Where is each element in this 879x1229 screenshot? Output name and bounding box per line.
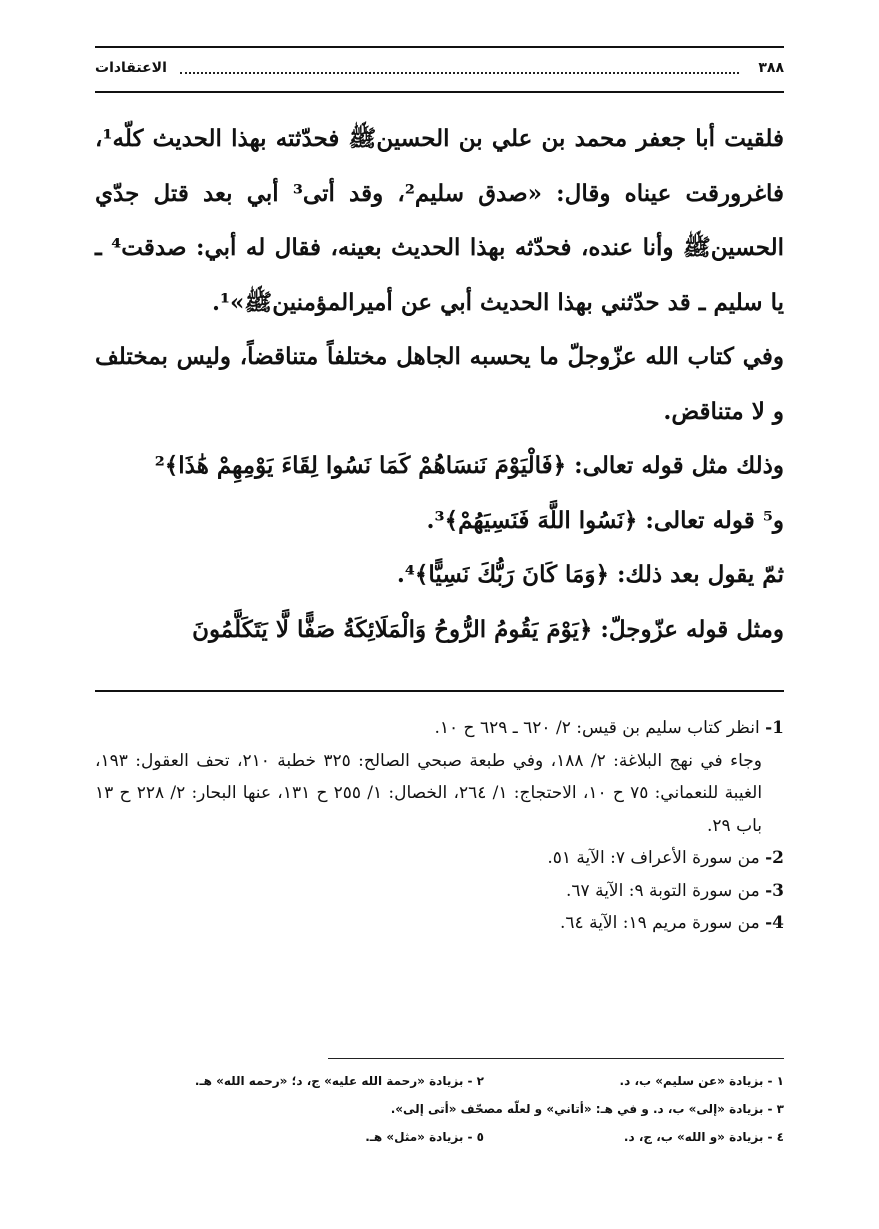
footnote-number: 4- [765, 913, 784, 933]
footnote-item [95, 712, 784, 745]
variant-note: ٢ - بزيادة «رحمة الله عليه» ج، د؛ «رحمه الله» هـ. [194, 1074, 484, 1088]
variant-note: ١ - بزيادة «عن سليم» ب، د. [619, 1074, 784, 1088]
variant-note: ٣ - بزيادة «إلى» ب، د. و في هـ: «أتاني» و لعلّه مصحّف «أتى إلى». [390, 1102, 784, 1116]
variant-note-row [95, 1096, 784, 1124]
variant-notes [95, 1068, 784, 1152]
variant-note: ٤ - بزيادة «و الله» ب، ج، د. [623, 1130, 784, 1144]
running-header [95, 60, 784, 82]
footnote-number: 3- [765, 880, 784, 901]
footnote-item [95, 842, 784, 875]
footnote-item [95, 907, 784, 940]
footnote-item [95, 875, 784, 908]
running-title: الاعتقادات [95, 60, 167, 76]
variant-note-row [95, 1068, 784, 1096]
header-bottom-rule [95, 91, 784, 93]
header-top-rule [95, 46, 784, 48]
footnote-continuation [95, 745, 784, 843]
variant-note: ٥ - بزيادة «مثل» هـ. [365, 1130, 484, 1144]
quran-verse-line: و⁵ قوله تعالى: ﴿نَسُوا اللَّهَ فَنَسِيَهُمْ﴾³. [426, 506, 784, 534]
paragraph: وفي كتاب الله عزّوجلّ ما يحسبه الجاهل مختلفاً متناقضاً، وليس بمختلف و لا متناقض. [95, 343, 784, 425]
footnotes [95, 712, 784, 940]
quran-verse-line: وذلك مثل قوله تعالى: ﴿فَالْيَوْمَ نَنسَاهُمْ كَمَا نَسُوا لِقَاءَ يَوْمِهِمْ هَٰذَا﴾² [154, 452, 784, 479]
footnote-number: 1- [765, 718, 784, 738]
quran-verse-line: ومثل قوله عزّوجلّ: ﴿يَوْمَ يَقُومُ الرُّوحُ وَالْمَلَائِكَةُ صَفًّا لَّا يَتَكَلَّمُونَ [192, 615, 784, 643]
footnote-text: من سورة التوبة ٩: الآية ٦٧. [566, 880, 760, 901]
footnote-text: وجاء في نهج البلاغة: ٢/ ١٨٨، وفي طبعة صبحي الصالح: ٣٢٥ خطبة ٢١٠، تحف العقول: ١٩٣، الغيبة للنعماني: ٧٥ ح ١٠، الاحتجاج: ١/ ٢٦٤، الخصال: ١/ ٢٥٥ ح ١٣١، عنها البحار: ٢/ ٢٢٨ ح ١٣ باب ٢٩. [95, 750, 763, 836]
paragraph: فلقيت أبا جعفر محمد بن علي بن الحسينﷺ فحدّثته بهذا الحديث كلّه¹، فاغرورقت عيناه وقال: «صدق سليم²، وقد أتى³ أبي بعد قتل جدّي الحسينﷺ وأنا عنده، فحدّثه بهذا الحديث بعينه، فقال له أبي: صدقت⁴ ـ يا سليم ـ قد حدّثني بهذا الحديث أبي عن أميرالمؤمنينﷺ»¹. [95, 125, 784, 316]
header-dot-leader [180, 72, 739, 74]
footnote-text: من سورة مريم ١٩: الآية ٦٤. [560, 913, 760, 933]
page-number: ٣٨٨ [758, 60, 784, 76]
footnote-text: من سورة الأعراف ٧: الآية ٥١. [547, 848, 760, 868]
quran-verse-line: ثمّ يقول بعد ذلك: ﴿وَمَا كَانَ رَبُّكَ نَسِيًّا﴾⁴. [396, 561, 784, 588]
main-text [95, 112, 784, 657]
footnote-text: انظر كتاب سليم بن قيس: ٢/ ٦٢٠ ـ ٦٢٩ ح ١٠. [434, 718, 760, 738]
variant-notes-separator [328, 1058, 784, 1059]
variant-note-row [95, 1124, 784, 1152]
footnote-number: 2- [765, 848, 784, 868]
footnote-separator [95, 690, 784, 692]
